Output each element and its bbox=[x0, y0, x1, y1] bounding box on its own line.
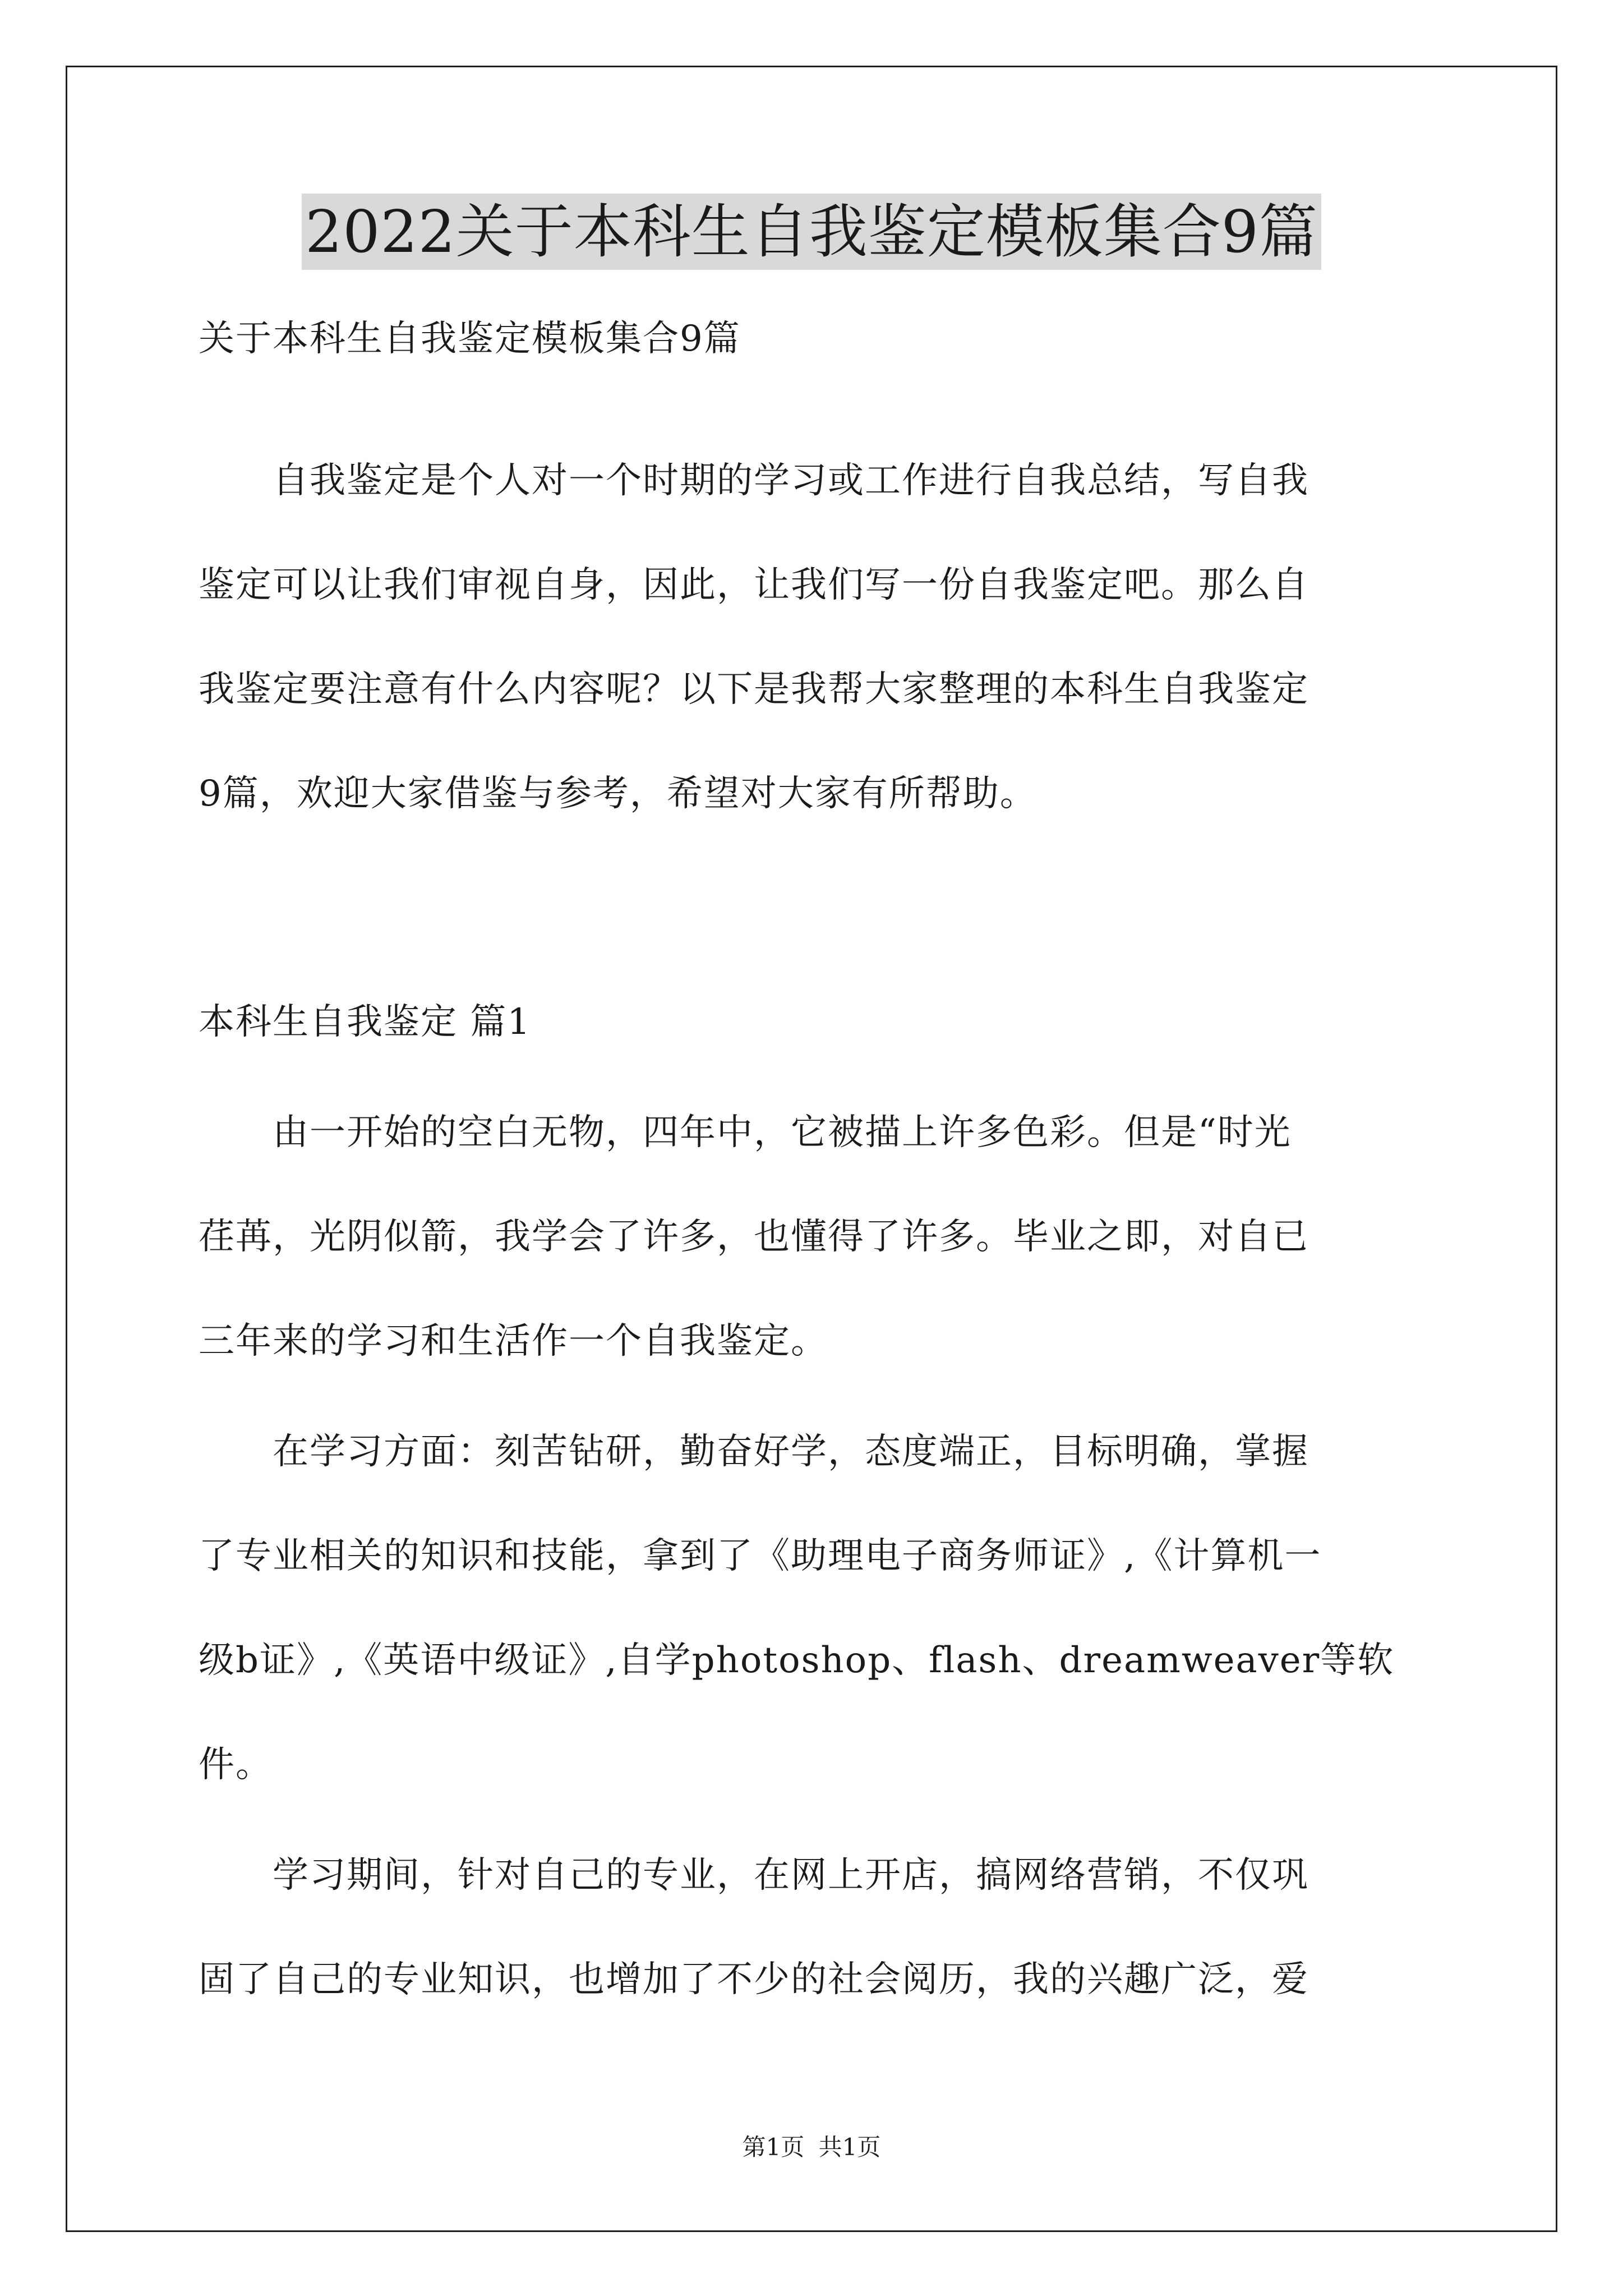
title-container bbox=[0, 194, 1623, 270]
section-line-3: 三年来的学习和生活作一个自我鉴定。 bbox=[199, 1320, 828, 1362]
intro-line-3: 我鉴定要注意有什么内容呢？以下是我帮大家整理的本科生自我鉴定 bbox=[199, 669, 1309, 710]
section-line-9: 固了自己的专业知识，也增加了不少的社会阅历，我的兴趣广泛，爱 bbox=[199, 1959, 1309, 2000]
page-footer bbox=[0, 2129, 1623, 2162]
section-heading: 本科生自我鉴定 篇1 bbox=[199, 1001, 532, 1043]
section-line-5: 了专业相关的知识和技能，拿到了《助理电子商务师证》,《计算机一 bbox=[199, 1535, 1322, 1577]
section-line-8: 学习期间，针对自己的专业，在网上开店，搞网络营销，不仅巩 bbox=[199, 1855, 1309, 1896]
section-line-4: 在学习方面：刻苦钻研，勤奋好学，态度端正，目标明确，掌握 bbox=[199, 1431, 1309, 1473]
intro-line-4: 9篇，欢迎大家借鉴与参考，希望对大家有所帮助。 bbox=[199, 773, 1037, 815]
intro-line-1: 自我鉴定是个人对一个时期的学习或工作进行自我总结，写自我 bbox=[199, 460, 1309, 501]
section-line-6: 级b证》,《英语中级证》,自学photoshop、flash、dreamweaver等软 bbox=[199, 1640, 1395, 1681]
intro-line-2: 鉴定可以让我们审视自身，因此，让我们写一份自我鉴定吧。那么自 bbox=[199, 564, 1309, 606]
document-subtitle: 关于本科生自我鉴定模板集合9篇 bbox=[199, 318, 741, 360]
section-line-7: 件。 bbox=[199, 1744, 273, 1786]
section-line-1: 由一开始的空白无物，四年中，它被描上许多色彩。但是“时光 bbox=[199, 1112, 1292, 1153]
document-title: 2022关于本科生自我鉴定模板集合9篇 bbox=[302, 194, 1321, 270]
page-number: 第1页 bbox=[742, 2133, 805, 2161]
page-total: 共1页 bbox=[818, 2133, 881, 2161]
section-line-2: 荏苒，光阴似箭，我学会了许多，也懂得了许多。毕业之即，对自已 bbox=[199, 1216, 1309, 1258]
